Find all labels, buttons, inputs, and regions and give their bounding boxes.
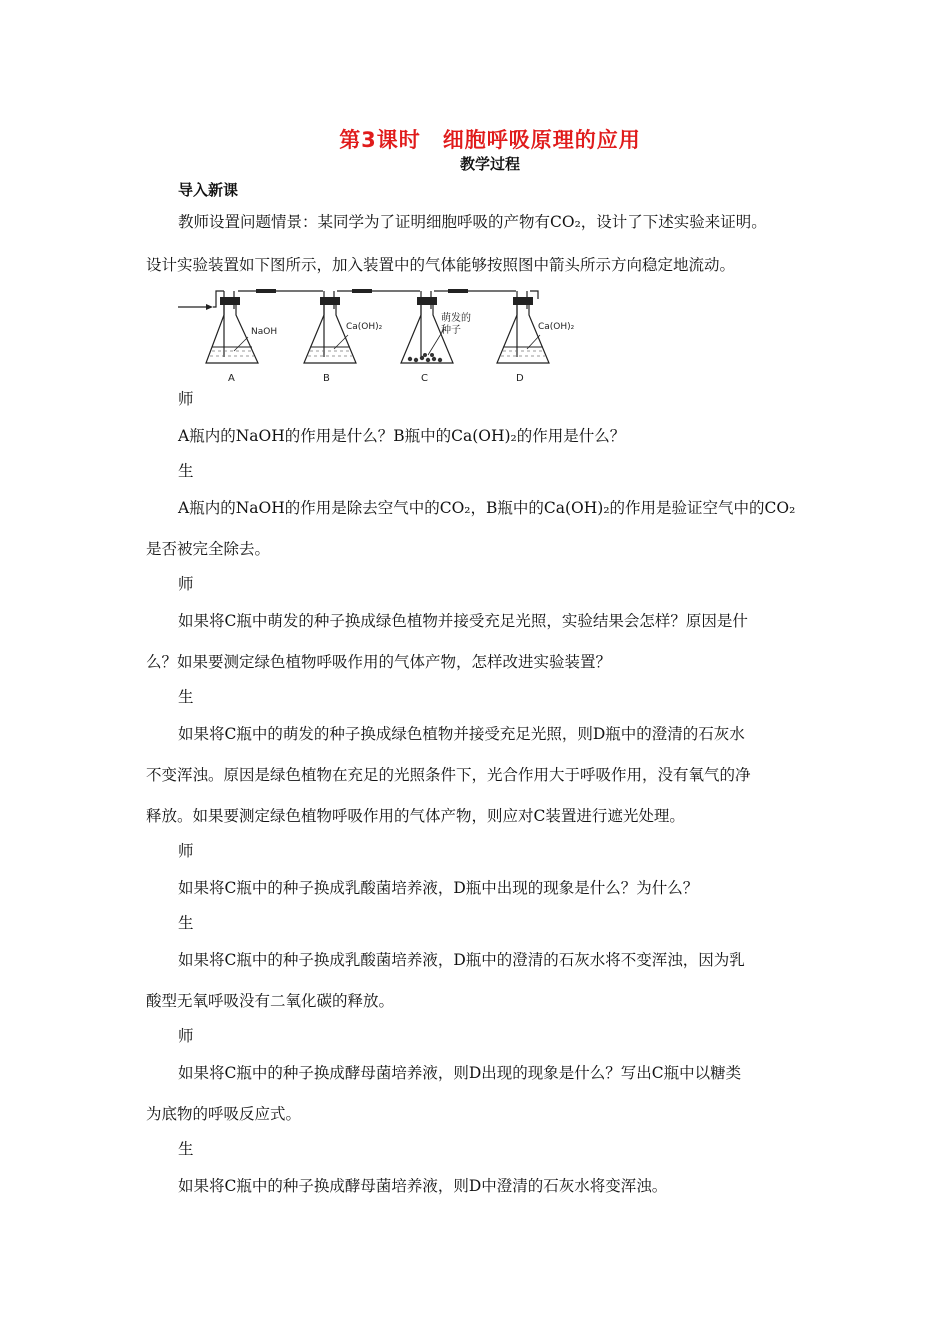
speaker-teacher: 师 — [178, 842, 194, 860]
intro-paragraph-2: 设计实验装置如下图所示，加入装置中的气体能够按照图中箭头所示方向稳定地流动。 — [146, 256, 736, 274]
speaker-student: 生 — [178, 1140, 194, 1158]
dialogue-line: 不变浑浊。原因是绿色植物在充足的光照条件下，光合作用大于呼吸作用，没有氧气的净 — [146, 766, 751, 784]
dialogue-line: A瓶内的NaOH的作用是除去空气中的CO₂，B瓶中的Ca(OH)₂的作用是验证空气中的CO₂ — [178, 499, 796, 517]
speaker-teacher: 师 — [178, 575, 194, 593]
flask-label-c: C — [421, 373, 428, 384]
speaker-student: 生 — [178, 688, 194, 706]
dialogue-line: 如果将C瓶中的种子换成乳酸菌培养液，D瓶中出现的现象是什么？为什么？ — [178, 879, 699, 897]
dialogue-line: 如果将C瓶中的种子换成酵母菌培养液，则D出现的现象是什么？写出C瓶中以糖类 — [178, 1064, 742, 1082]
speaker-student: 生 — [178, 914, 194, 932]
label-caoh-d: Ca(OH)₂ — [538, 322, 575, 332]
intro-paragraph-1: 教师设置问题情景：某同学为了证明细胞呼吸的产物有CO₂，设计了下述实验来证明。 — [178, 213, 767, 231]
flask-label-a: A — [228, 373, 235, 384]
speaker-teacher: 师 — [178, 1027, 194, 1045]
dialogue-line: 么？如果要测定绿色植物呼吸作用的气体产物，怎样改进实验装置？ — [146, 653, 612, 671]
flask-a — [206, 291, 277, 384]
tube-connector — [352, 289, 372, 293]
flask-label-b: B — [323, 373, 330, 384]
dialogue-line: A瓶内的NaOH的作用是什么？B瓶中的Ca(OH)₂的作用是什么？ — [178, 427, 626, 445]
label-caoh-b: Ca(OH)₂ — [346, 322, 383, 332]
dialogue-line: 如果将C瓶中的种子换成酵母菌培养液，则D中澄清的石灰水将变浑浊。 — [178, 1177, 668, 1195]
flask-b — [304, 291, 383, 384]
flask-d — [497, 291, 575, 384]
dialogue-line: 释放。如果要测定绿色植物呼吸作用的气体产物，则应对C装置进行遮光处理。 — [146, 807, 685, 825]
page-title: 第3课时 细胞呼吸原理的应用 — [339, 128, 641, 152]
dialogue-line: 酸型无氧呼吸没有二氧化碳的释放。 — [146, 992, 395, 1010]
speaker-student: 生 — [178, 462, 194, 480]
page-subtitle: 教学过程 — [459, 155, 520, 173]
label-naoh: NaOH — [251, 327, 278, 337]
section-heading: 导入新课 — [178, 181, 239, 199]
dialogue-line: 为底物的呼吸反应式。 — [146, 1105, 302, 1123]
speaker-teacher: 师 — [178, 390, 194, 408]
flask-label-d: D — [516, 373, 524, 384]
dialogue-line: 是否被完全除去。 — [146, 540, 271, 558]
tube-connector — [256, 289, 276, 293]
tube-connector — [448, 289, 468, 293]
label-seed-line1: 萌发的 — [441, 313, 471, 324]
flask-c — [401, 291, 471, 384]
arrow-head-icon — [206, 304, 213, 310]
label-seed-line2: 种子 — [441, 325, 461, 336]
dialogue-line: 如果将C瓶中的萌发的种子换成绿色植物并接受充足光照，则D瓶中的澄清的石灰水 — [178, 725, 745, 743]
experiment-apparatus-diagram — [176, 285, 596, 385]
dialogue-line: 如果将C瓶中的种子换成乳酸菌培养液，D瓶中的澄清的石灰水将不变浑浊，因为乳 — [178, 951, 745, 969]
dialogue-line: 如果将C瓶中萌发的种子换成绿色植物并接受充足光照，实验结果会怎样？原因是什 — [178, 612, 748, 630]
